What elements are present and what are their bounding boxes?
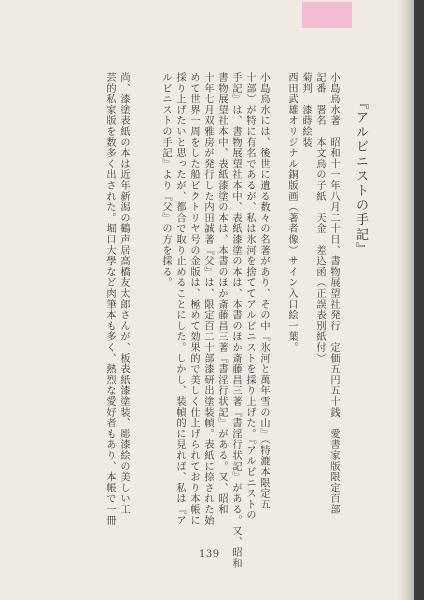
text-column: 小島烏水著 昭和十一年八月二十日、書物展望社発行 定価五円五十銭 愛書家版限定百部: [328, 72, 339, 515]
text-column: 尚、漆塗表紙の本は近年新潟の鶴声居高橋友太郎さんが、板表紙漆塗装、彫漆絵の美しい工: [118, 72, 129, 515]
text-column: 十年七月双雅房が発行した内田誠著『父』は、限定百二十部漆研出塗装幀。表紙に捺された始: [202, 72, 213, 526]
text-column: 十部）が特に有名であるが、私は氷河を捨ててアルビニストを採り上げた。『アルビニストの: [244, 72, 255, 521]
text-column: 手記』は、書物展望社本中、表紙漆塗の本は、本書のほか斎藤昌三著『書淫行状記』がある。又、昭和: [230, 72, 241, 569]
text-column: ルビニストの手記』より『父』の方を採る。: [160, 72, 171, 288]
section-title: 『アルビニストの手記』: [353, 96, 368, 257]
text-column: 採り上げたいと思ったが、都合で取り止めることにした。しかし、装幀的に見れば、私は『ア: [174, 72, 185, 526]
page-gutter: [398, 0, 414, 600]
text-column: 小島烏水には、後世に遺る数々の名著があり、その中『氷河と萬年雪の山』（特漉本限定五: [258, 72, 269, 510]
book-edge: [414, 0, 424, 600]
text-column: 書物展望社本中、表紙漆塗の本は、本書のほか斎藤昌三著『書淫行状記』がある。又、昭和: [216, 72, 227, 515]
text-column: 芸的私家版を数多く出された。堀口大學など肉筆本も多く、熱烈な愛好者もあり、本帳で一冊: [104, 72, 115, 526]
text-column: 菊判 漆蒔絵装: [300, 72, 311, 148]
text-column: 記番 署名 本文烏の子紙 天金 差込函（正誤表別紙付）: [314, 72, 325, 364]
text-column: めて世界一周をした船ビクトリヤ号の金版は、極めて効果的で美しく仕上げられており本帳に: [188, 72, 199, 526]
page-number: 139: [199, 549, 220, 560]
pink-sticky-tab: [302, 2, 352, 28]
text-column: 西田武雄オリジナル銅版画（著者像）サイン入口絵一葉。: [286, 72, 297, 353]
